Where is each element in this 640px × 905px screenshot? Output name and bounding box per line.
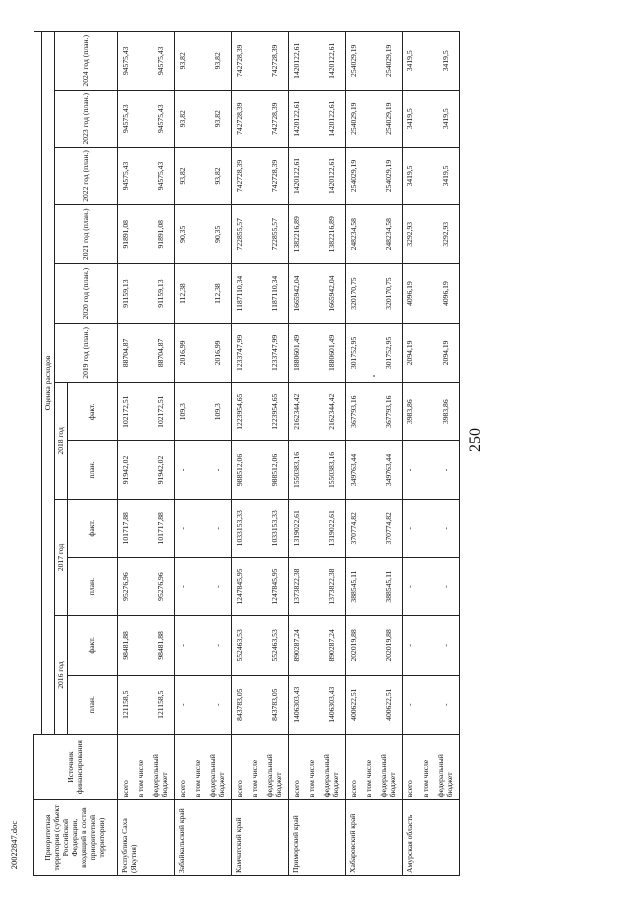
- value-cell: [134, 90, 149, 147]
- value-cell: [191, 383, 206, 441]
- source-cell: всего: [345, 734, 362, 799]
- table-row: [305, 32, 320, 876]
- value-cell: 1187110,34: [263, 264, 289, 323]
- value-cell: 91891,08: [149, 205, 175, 264]
- value-cell: [419, 323, 434, 382]
- value-cell: [362, 147, 377, 204]
- value-cell: -: [434, 557, 460, 615]
- value-cell: [134, 264, 149, 323]
- value-cell: 4096,19: [434, 264, 460, 323]
- table-row: [174, 32, 191, 876]
- value-cell: 1420122,61: [288, 90, 305, 147]
- value-cell: 2016,99: [174, 323, 191, 382]
- table-row: [263, 32, 289, 876]
- value-cell: -: [434, 499, 460, 557]
- value-cell: 2094,19: [434, 323, 460, 382]
- value-cell: [248, 675, 263, 734]
- value-cell: [191, 499, 206, 557]
- value-cell: 1033153,33: [263, 499, 289, 557]
- value-cell: [134, 557, 149, 615]
- value-cell: [248, 205, 263, 264]
- value-cell: 1420122,61: [288, 147, 305, 204]
- value-cell: 1406303,43: [320, 675, 346, 734]
- value-cell: 94575,43: [118, 90, 135, 147]
- value-cell: 3419,5: [402, 147, 419, 204]
- value-cell: 1880601,49: [320, 323, 346, 382]
- source-cell: всего: [118, 734, 135, 799]
- value-cell: [191, 441, 206, 499]
- value-cell: 254029,19: [345, 147, 362, 204]
- value-cell: [134, 441, 149, 499]
- value-cell: [419, 499, 434, 557]
- fact-header: факт.: [68, 499, 118, 557]
- value-cell: [191, 205, 206, 264]
- value-cell: [248, 383, 263, 441]
- value-cell: [248, 441, 263, 499]
- source-cell: всего: [288, 734, 305, 799]
- value-cell: 254029,19: [345, 90, 362, 147]
- source-cell: федеральный бюджет: [263, 734, 289, 799]
- year-2024-header: 2024 год (план.): [55, 32, 118, 91]
- value-cell: [419, 557, 434, 615]
- value-cell: 890287,24: [320, 616, 346, 675]
- value-cell: [134, 383, 149, 441]
- value-cell: 742728,39: [263, 147, 289, 204]
- value-cell: 1880601,49: [288, 323, 305, 382]
- value-cell: -: [174, 499, 191, 557]
- territory-cell: Амурская область: [402, 800, 459, 876]
- value-cell: 1319022,61: [288, 499, 305, 557]
- value-cell: 95276,96: [118, 557, 135, 615]
- value-cell: 93,82: [206, 32, 232, 91]
- value-cell: 2016,99: [206, 323, 232, 382]
- value-cell: 98481,88: [149, 616, 175, 675]
- value-cell: 112,38: [206, 264, 232, 323]
- document-filename: 20022847.doc: [9, 820, 19, 870]
- value-cell: [419, 383, 434, 441]
- value-cell: [362, 441, 377, 499]
- value-cell: [305, 499, 320, 557]
- value-cell: 3419,5: [434, 32, 460, 91]
- fact-header: факт.: [68, 383, 118, 441]
- value-cell: -: [206, 616, 232, 675]
- source-header: Источник финансирования: [34, 734, 118, 799]
- value-cell: [248, 264, 263, 323]
- value-cell: [134, 32, 149, 91]
- year-2021-header: 2021 год (план.): [55, 205, 118, 264]
- value-cell: [134, 675, 149, 734]
- value-cell: -: [402, 616, 419, 675]
- value-cell: 349763,44: [377, 441, 403, 499]
- table-row: [345, 32, 362, 876]
- value-cell: 1665942,04: [288, 264, 305, 323]
- value-cell: 1382216,89: [320, 205, 346, 264]
- value-cell: 4096,19: [402, 264, 419, 323]
- value-cell: -: [206, 499, 232, 557]
- value-cell: 3983,86: [402, 383, 419, 441]
- table-row: [377, 32, 403, 876]
- value-cell: [248, 323, 263, 382]
- value-cell: 93,82: [174, 32, 191, 91]
- value-cell: 202019,88: [377, 616, 403, 675]
- value-cell: [134, 205, 149, 264]
- source-cell: всего: [174, 734, 191, 799]
- plan-header: план.: [68, 675, 118, 734]
- table-row: [402, 32, 419, 876]
- value-cell: [305, 675, 320, 734]
- table-row: [320, 32, 346, 876]
- value-cell: [419, 616, 434, 675]
- value-cell: 254029,19: [377, 32, 403, 91]
- value-cell: [362, 557, 377, 615]
- value-cell: 843783,05: [231, 675, 248, 734]
- value-cell: 1550383,16: [320, 441, 346, 499]
- plan-header: план.: [68, 557, 118, 615]
- value-cell: 93,82: [206, 147, 232, 204]
- value-cell: 254029,19: [345, 32, 362, 91]
- source-cell: в том числе: [134, 734, 149, 799]
- table-row: [206, 32, 232, 876]
- plan-header: план.: [68, 441, 118, 499]
- year-2019-header: 2019 год (план.): [55, 323, 118, 382]
- source-cell: федеральный бюджет: [434, 734, 460, 799]
- value-cell: 90,35: [206, 205, 232, 264]
- budget-table: [33, 31, 460, 876]
- source-cell: всего: [402, 734, 419, 799]
- value-cell: 91942,02: [118, 441, 135, 499]
- value-cell: [362, 675, 377, 734]
- value-cell: 370774,82: [345, 499, 362, 557]
- value-cell: -: [206, 441, 232, 499]
- value-cell: 1550383,16: [288, 441, 305, 499]
- value-cell: [419, 147, 434, 204]
- year-2022-header: 2022 год (план.): [55, 147, 118, 204]
- fact-header: факт.: [68, 616, 118, 675]
- value-cell: 254029,19: [377, 147, 403, 204]
- territory-cell: Приморский край: [288, 800, 345, 876]
- territory-cell: Забайкальский край: [174, 800, 231, 876]
- value-cell: 1033153,33: [231, 499, 248, 557]
- value-cell: 1223954,65: [231, 383, 248, 441]
- value-cell: [305, 32, 320, 91]
- year-2017-header: 2017 год: [55, 499, 68, 616]
- value-cell: [419, 264, 434, 323]
- value-cell: [134, 499, 149, 557]
- value-cell: 1420122,61: [320, 32, 346, 91]
- value-cell: -: [174, 557, 191, 615]
- value-cell: [362, 205, 377, 264]
- value-cell: 742728,39: [231, 32, 248, 91]
- value-cell: 1420122,61: [320, 147, 346, 204]
- value-cell: 95276,96: [149, 557, 175, 615]
- source-cell: в том числе: [305, 734, 320, 799]
- value-cell: 1233747,99: [231, 323, 248, 382]
- value-cell: 88704,87: [149, 323, 175, 382]
- value-cell: 320170,75: [345, 264, 362, 323]
- value-cell: 1373822,38: [320, 557, 346, 615]
- value-cell: 320170,75: [377, 264, 403, 323]
- value-cell: [362, 499, 377, 557]
- value-cell: [419, 205, 434, 264]
- value-cell: 91159,13: [118, 264, 135, 323]
- value-cell: [248, 557, 263, 615]
- value-cell: 3292,93: [402, 205, 419, 264]
- value-cell: 91891,08: [118, 205, 135, 264]
- value-cell: 742728,39: [231, 147, 248, 204]
- value-cell: 3419,5: [434, 90, 460, 147]
- value-cell: [191, 557, 206, 615]
- value-cell: 3419,5: [434, 147, 460, 204]
- territory-cell: Хабаровский край: [345, 800, 402, 876]
- source-cell: федеральный бюджет: [206, 734, 232, 799]
- value-cell: 121158,5: [118, 675, 135, 734]
- value-cell: -: [434, 675, 460, 734]
- table-row: [118, 32, 135, 876]
- value-cell: 94575,43: [149, 90, 175, 147]
- value-cell: -: [174, 675, 191, 734]
- value-cell: [362, 323, 377, 382]
- value-cell: [191, 323, 206, 382]
- rotated-table-wrapper: [33, 31, 460, 876]
- value-cell: 101717,88: [118, 499, 135, 557]
- value-cell: 109,3: [206, 383, 232, 441]
- value-cell: -: [174, 441, 191, 499]
- value-cell: [191, 32, 206, 91]
- territory-header: Приоритетная территория (субъект Российской Федерации, входящий в состав приоритетной территории): [34, 800, 118, 876]
- value-cell: 742728,39: [231, 90, 248, 147]
- value-cell: [305, 264, 320, 323]
- value-cell: -: [174, 616, 191, 675]
- value-cell: 1406303,43: [288, 675, 305, 734]
- value-cell: 1319022,61: [320, 499, 346, 557]
- value-cell: 3983,86: [434, 383, 460, 441]
- value-cell: [305, 323, 320, 382]
- value-cell: [419, 90, 434, 147]
- value-cell: [248, 32, 263, 91]
- value-cell: [305, 205, 320, 264]
- value-cell: 301752,95: [377, 323, 403, 382]
- value-cell: [305, 147, 320, 204]
- estimate-group-header: Оценка расходов: [42, 32, 55, 735]
- value-cell: 367793,16: [345, 383, 362, 441]
- value-cell: 742728,39: [263, 90, 289, 147]
- value-cell: [134, 323, 149, 382]
- table-row: [134, 32, 149, 876]
- value-cell: [419, 32, 434, 91]
- table-row: [419, 32, 434, 876]
- value-cell: [362, 264, 377, 323]
- year-2016-header: 2016 год: [55, 616, 68, 735]
- value-cell: 102172,51: [149, 383, 175, 441]
- source-cell: в том числе: [191, 734, 206, 799]
- value-cell: -: [402, 499, 419, 557]
- value-cell: 890287,24: [288, 616, 305, 675]
- value-cell: [419, 675, 434, 734]
- table-body: [118, 32, 460, 876]
- value-cell: 400622,51: [345, 675, 362, 734]
- territory-cell: Камчатский край: [231, 800, 288, 876]
- value-cell: -: [206, 557, 232, 615]
- value-cell: [362, 616, 377, 675]
- value-cell: 248234,58: [345, 205, 362, 264]
- value-cell: 552463,53: [263, 616, 289, 675]
- table-row: [288, 32, 305, 876]
- value-cell: 3292,93: [434, 205, 460, 264]
- value-cell: 91942,02: [149, 441, 175, 499]
- value-cell: [248, 499, 263, 557]
- value-cell: [305, 90, 320, 147]
- value-cell: [248, 147, 263, 204]
- value-cell: 1247845,95: [263, 557, 289, 615]
- source-cell: в том числе: [248, 734, 263, 799]
- value-cell: [191, 675, 206, 734]
- table-row: [248, 32, 263, 876]
- source-cell: в том числе: [419, 734, 434, 799]
- table-row: [231, 32, 248, 876]
- source-cell: в том числе: [362, 734, 377, 799]
- source-cell: федеральный бюджет: [377, 734, 403, 799]
- value-cell: 94575,43: [149, 147, 175, 204]
- value-cell: 98481,88: [118, 616, 135, 675]
- value-cell: 112,38: [174, 264, 191, 323]
- value-cell: [305, 383, 320, 441]
- year-2023-header: 2023 год (план.): [55, 90, 118, 147]
- value-cell: 3419,5: [402, 90, 419, 147]
- value-cell: 2162344,42: [320, 383, 346, 441]
- value-cell: 388545,11: [377, 557, 403, 615]
- value-cell: 388545,11: [345, 557, 362, 615]
- value-cell: 988512,06: [263, 441, 289, 499]
- value-cell: 3419,5: [402, 32, 419, 91]
- value-cell: 1665942,04: [320, 264, 346, 323]
- value-cell: [362, 383, 377, 441]
- value-cell: 101717,88: [149, 499, 175, 557]
- value-cell: 94575,43: [118, 147, 135, 204]
- value-cell: 1382216,89: [288, 205, 305, 264]
- value-cell: 109,3: [174, 383, 191, 441]
- value-cell: 90,35: [174, 205, 191, 264]
- value-cell: 1373822,38: [288, 557, 305, 615]
- value-cell: 722855,57: [231, 205, 248, 264]
- value-cell: 400622,51: [377, 675, 403, 734]
- value-cell: [248, 616, 263, 675]
- value-cell: 370774,82: [377, 499, 403, 557]
- value-cell: [305, 441, 320, 499]
- value-cell: 94575,43: [149, 32, 175, 91]
- source-cell: федеральный бюджет: [320, 734, 346, 799]
- value-cell: [248, 90, 263, 147]
- value-cell: 91159,13: [149, 264, 175, 323]
- value-cell: 102172,51: [118, 383, 135, 441]
- value-cell: -: [434, 616, 460, 675]
- value-cell: 843783,05: [263, 675, 289, 734]
- source-cell: федеральный бюджет: [149, 734, 175, 799]
- value-cell: 722855,57: [263, 205, 289, 264]
- territory-cell: Республика Саха (Якутия): [118, 800, 175, 876]
- value-cell: -: [402, 441, 419, 499]
- value-cell: [191, 264, 206, 323]
- value-cell: 88704,87: [118, 323, 135, 382]
- value-cell: 367793,16: [377, 383, 403, 441]
- value-cell: 1233747,99: [263, 323, 289, 382]
- value-cell: 1420122,61: [320, 90, 346, 147]
- value-cell: 202019,88: [345, 616, 362, 675]
- value-cell: [362, 32, 377, 91]
- value-cell: [191, 147, 206, 204]
- value-cell: [134, 147, 149, 204]
- value-cell: [134, 616, 149, 675]
- value-cell: [305, 616, 320, 675]
- value-cell: 349763,44: [345, 441, 362, 499]
- header-top-spacer: [34, 32, 42, 735]
- value-cell: 93,82: [174, 147, 191, 204]
- year-2018-header: 2018 год: [55, 383, 68, 500]
- value-cell: 301752,95: [345, 323, 362, 382]
- value-cell: 1420122,61: [288, 32, 305, 91]
- table-row: [362, 32, 377, 876]
- value-cell: -: [402, 675, 419, 734]
- value-cell: 2162344,42: [288, 383, 305, 441]
- value-cell: 742728,39: [263, 32, 289, 91]
- value-cell: 1223954,65: [263, 383, 289, 441]
- value-cell: 248234,58: [377, 205, 403, 264]
- value-cell: -: [434, 441, 460, 499]
- source-cell: всего: [231, 734, 248, 799]
- value-cell: 988512,06: [231, 441, 248, 499]
- header-row-top: [34, 32, 42, 876]
- table-row: [149, 32, 175, 876]
- value-cell: 254029,19: [377, 90, 403, 147]
- value-cell: -: [402, 557, 419, 615]
- value-cell: -: [206, 675, 232, 734]
- value-cell: 1247845,95: [231, 557, 248, 615]
- value-cell: 121158,5: [149, 675, 175, 734]
- value-cell: [305, 557, 320, 615]
- value-cell: [191, 90, 206, 147]
- value-cell: 2094,19: [402, 323, 419, 382]
- year-2020-header: 2020 год (план.): [55, 264, 118, 323]
- value-cell: 93,82: [206, 90, 232, 147]
- value-cell: 94575,43: [118, 32, 135, 91]
- value-cell: [362, 90, 377, 147]
- value-cell: 1187110,34: [231, 264, 248, 323]
- value-cell: 552463,53: [231, 616, 248, 675]
- table-row: [191, 32, 206, 876]
- value-cell: [419, 441, 434, 499]
- table-row: [434, 32, 460, 876]
- value-cell: 93,82: [174, 90, 191, 147]
- value-cell: [191, 616, 206, 675]
- page-number: 250: [467, 428, 484, 452]
